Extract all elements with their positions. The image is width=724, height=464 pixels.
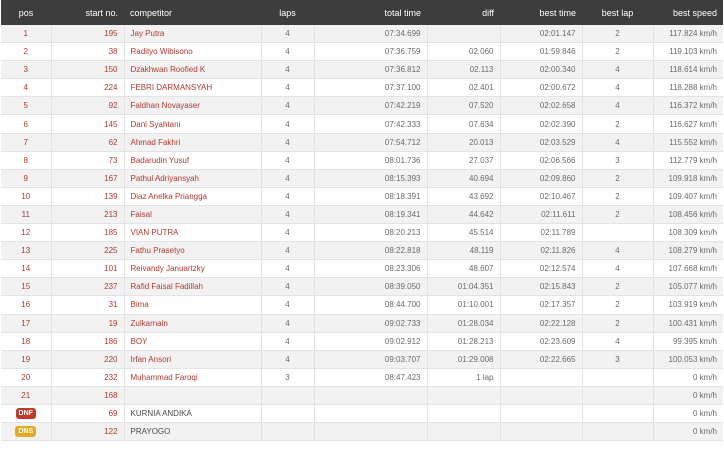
header-row [1,0,723,25]
cell-laps: 4 [261,187,314,205]
cell-best-lap: 2 [582,205,653,223]
header-pos[interactable]: pos [1,0,51,25]
cell-best-lap: 4 [582,133,653,151]
cell-diff [427,386,500,404]
table-row[interactable] [1,205,723,223]
cell-best-lap [582,224,653,242]
cell-start-no: 122 [51,423,124,441]
cell-best-lap: 4 [582,97,653,115]
table-row[interactable] [1,368,723,386]
cell-best-lap: 2 [582,296,653,314]
cell-total-time: 08:01.736 [314,151,427,169]
cell-pos: 5 [1,97,51,115]
cell-competitor: Faldhan Novayaser [124,97,261,115]
cell-pos: 16 [1,296,51,314]
cell-start-no: 73 [51,151,124,169]
cell-best-lap: 3 [582,350,653,368]
cell-best-lap [582,386,653,404]
cell-best-speed: 103.919 km/h [653,296,723,314]
cell-best-time: 02:02.658 [500,97,582,115]
cell-diff: 1 lap [427,368,500,386]
cell-laps: 4 [261,332,314,350]
cell-best-lap: 2 [582,187,653,205]
cell-best-time [500,423,582,441]
cell-start-no: 92 [51,97,124,115]
cell-pos [1,404,51,422]
table-row[interactable] [1,79,723,97]
results-table [1,0,723,441]
cell-start-no: 19 [51,314,124,332]
cell-pos: 10 [1,187,51,205]
cell-best-lap: 2 [582,43,653,61]
cell-best-time: 02:01.147 [500,25,582,43]
cell-diff: 48.119 [427,242,500,260]
cell-diff: 02.401 [427,79,500,97]
cell-best-speed: 112.779 km/h [653,151,723,169]
cell-best-speed: 109.407 km/h [653,187,723,205]
cell-diff: 43.692 [427,187,500,205]
header-competitor[interactable]: competitor [124,0,261,25]
cell-total-time: 07:42.219 [314,97,427,115]
cell-laps: 4 [261,151,314,169]
cell-competitor: Irfan Ansori [124,350,261,368]
cell-start-no: 232 [51,368,124,386]
cell-total-time [314,386,427,404]
dns-status-badge: DNS [15,426,36,437]
cell-competitor: Fathu Prasetyo [124,242,261,260]
cell-competitor: VIAN PUTRA [124,224,261,242]
cell-competitor: BOY [124,332,261,350]
cell-best-speed: 118.288 km/h [653,79,723,97]
cell-pos: 19 [1,350,51,368]
cell-pos: 11 [1,205,51,223]
cell-pos: 13 [1,242,51,260]
header-best-time[interactable]: best time [500,0,582,25]
cell-laps: 4 [261,133,314,151]
cell-best-speed: 108.279 km/h [653,242,723,260]
cell-diff: 01:29.008 [427,350,500,368]
cell-best-time: 02:02.390 [500,115,582,133]
cell-diff [427,423,500,441]
cell-total-time: 08:22.818 [314,242,427,260]
cell-diff: 01:28.213 [427,332,500,350]
cell-competitor: Bima [124,296,261,314]
cell-diff: 01:04.351 [427,278,500,296]
cell-laps: 4 [261,278,314,296]
cell-start-no: 213 [51,205,124,223]
cell-competitor: Radityo Wibisono [124,43,261,61]
cell-start-no: 62 [51,133,124,151]
cell-total-time: 08:20.213 [314,224,427,242]
table-row[interactable] [1,61,723,79]
cell-total-time: 09:03.707 [314,350,427,368]
cell-start-no: 31 [51,296,124,314]
cell-best-lap: 4 [582,79,653,97]
cell-best-lap [582,368,653,386]
cell-best-speed: 116.372 km/h [653,97,723,115]
cell-pos: 17 [1,314,51,332]
cell-best-time: 02:22.665 [500,350,582,368]
cell-best-speed: 117.824 km/h [653,25,723,43]
table-row[interactable] [1,404,723,422]
cell-pos: 15 [1,278,51,296]
cell-pos: 20 [1,368,51,386]
cell-best-speed: 0 km/h [653,423,723,441]
cell-best-speed: 0 km/h [653,386,723,404]
cell-start-no: 195 [51,25,124,43]
cell-pos: 12 [1,224,51,242]
cell-laps: 4 [261,314,314,332]
cell-best-time: 02:15.843 [500,278,582,296]
cell-best-time: 02:11.789 [500,224,582,242]
cell-best-time: 02:12.574 [500,260,582,278]
cell-laps: 4 [261,169,314,187]
cell-diff: 01:10.001 [427,296,500,314]
cell-start-no: 168 [51,386,124,404]
cell-start-no: 224 [51,79,124,97]
cell-start-no: 220 [51,350,124,368]
cell-best-speed: 115.552 km/h [653,133,723,151]
cell-diff: 20.013 [427,133,500,151]
cell-pos: 18 [1,332,51,350]
cell-best-speed: 109.918 km/h [653,169,723,187]
cell-best-lap: 2 [582,278,653,296]
cell-competitor: PRAYOGO [124,423,261,441]
cell-best-speed: 108.309 km/h [653,224,723,242]
cell-best-lap [582,404,653,422]
table-row[interactable] [1,97,723,115]
table-row[interactable] [1,224,723,242]
table-row[interactable] [1,332,723,350]
header-diff[interactable]: diff [427,0,500,25]
dnf-status-badge: DNF [16,408,36,419]
cell-laps: 4 [261,43,314,61]
table-row[interactable] [1,386,723,404]
cell-pos: 1 [1,25,51,43]
cell-best-time: 02:03.529 [500,133,582,151]
cell-total-time: 07:36.812 [314,61,427,79]
cell-laps: 4 [261,224,314,242]
cell-total-time: 09:02.733 [314,314,427,332]
cell-diff: 45.514 [427,224,500,242]
cell-laps: 4 [261,115,314,133]
cell-total-time: 08:18.391 [314,187,427,205]
cell-best-time [500,368,582,386]
results-body [1,25,723,441]
cell-best-speed: 99.395 km/h [653,332,723,350]
cell-best-time: 02:11.611 [500,205,582,223]
cell-start-no: 167 [51,169,124,187]
table-row[interactable] [1,296,723,314]
cell-laps [261,423,314,441]
cell-best-speed: 0 km/h [653,404,723,422]
cell-total-time: 07:37.100 [314,79,427,97]
cell-laps: 4 [261,79,314,97]
cell-best-speed: 118.614 km/h [653,61,723,79]
cell-competitor: Reivandy Januartzky [124,260,261,278]
cell-best-speed: 116.627 km/h [653,115,723,133]
cell-pos: 14 [1,260,51,278]
cell-best-time: 02:10.467 [500,187,582,205]
cell-start-no: 101 [51,260,124,278]
table-row[interactable] [1,242,723,260]
cell-laps: 4 [261,97,314,115]
cell-laps: 4 [261,205,314,223]
cell-competitor: Dzakhwan Roofied K [124,61,261,79]
cell-start-no: 69 [51,404,124,422]
cell-pos [1,423,51,441]
cell-total-time: 07:42.333 [314,115,427,133]
cell-best-speed: 100.431 km/h [653,314,723,332]
cell-competitor: Faisal [124,205,261,223]
cell-laps: 4 [261,296,314,314]
cell-pos: 8 [1,151,51,169]
cell-start-no: 145 [51,115,124,133]
cell-diff [427,404,500,422]
cell-total-time [314,404,427,422]
cell-competitor: Jay Putra [124,25,261,43]
cell-start-no: 186 [51,332,124,350]
cell-total-time [314,423,427,441]
cell-start-no: 139 [51,187,124,205]
cell-pos: 21 [1,386,51,404]
cell-laps: 4 [261,260,314,278]
cell-total-time: 07:36.759 [314,43,427,61]
cell-laps: 3 [261,368,314,386]
cell-best-time [500,404,582,422]
cell-best-time: 02:06.566 [500,151,582,169]
cell-laps: 4 [261,242,314,260]
cell-total-time: 07:34.699 [314,25,427,43]
cell-total-time: 08:15.393 [314,169,427,187]
cell-best-speed: 0 km/h [653,368,723,386]
cell-competitor: Diaz Anelka Priangga [124,187,261,205]
cell-best-time: 02:22.128 [500,314,582,332]
cell-best-lap: 2 [582,115,653,133]
cell-diff: 02.113 [427,61,500,79]
cell-best-lap: 2 [582,25,653,43]
table-row[interactable] [1,25,723,43]
cell-start-no: 185 [51,224,124,242]
cell-start-no: 225 [51,242,124,260]
cell-laps: 4 [261,350,314,368]
cell-diff: 01:28.034 [427,314,500,332]
table-row[interactable] [1,115,723,133]
cell-diff: 40.694 [427,169,500,187]
cell-diff [427,25,500,43]
cell-pos: 3 [1,61,51,79]
table-row[interactable] [1,169,723,187]
cell-competitor: Zulkarnain [124,314,261,332]
table-row[interactable] [1,151,723,169]
cell-best-lap: 4 [582,260,653,278]
cell-best-lap: 4 [582,61,653,79]
cell-competitor: Muhammad Faroqi [124,368,261,386]
cell-best-speed: 108.456 km/h [653,205,723,223]
header-best-lap[interactable]: best lap [582,0,653,25]
table-row[interactable] [1,187,723,205]
cell-competitor: Dani Syahtani [124,115,261,133]
cell-laps: 4 [261,61,314,79]
header-total-time[interactable]: total time [314,0,427,25]
cell-total-time: 07:54.712 [314,133,427,151]
header-best-speed[interactable]: best speed [653,0,723,25]
cell-best-lap: 4 [582,332,653,350]
cell-best-time: 02:11.826 [500,242,582,260]
cell-competitor [124,386,261,404]
table-row[interactable] [1,260,723,278]
cell-diff: 48.607 [427,260,500,278]
table-row[interactable] [1,43,723,61]
cell-diff: 44.642 [427,205,500,223]
cell-laps [261,404,314,422]
cell-diff: 02.060 [427,43,500,61]
cell-start-no: 150 [51,61,124,79]
cell-laps [261,386,314,404]
cell-competitor: FEBRI DARMANSYAH [124,79,261,97]
cell-best-time: 01:59.846 [500,43,582,61]
header-start-no[interactable]: start no. [51,0,124,25]
cell-best-lap: 3 [582,151,653,169]
cell-total-time: 09:02.912 [314,332,427,350]
cell-best-speed: 119.103 km/h [653,43,723,61]
table-row[interactable] [1,423,723,441]
table-row[interactable] [1,314,723,332]
cell-best-time: 02:00.340 [500,61,582,79]
cell-total-time: 08:39.050 [314,278,427,296]
cell-total-time: 08:47.423 [314,368,427,386]
cell-best-lap: 2 [582,314,653,332]
cell-start-no: 237 [51,278,124,296]
cell-competitor: Rafid Faisal Fadillah [124,278,261,296]
cell-pos: 7 [1,133,51,151]
cell-diff: 07.520 [427,97,500,115]
cell-total-time: 08:44.700 [314,296,427,314]
cell-competitor: Pathul Adriyansyah [124,169,261,187]
cell-laps: 4 [261,25,314,43]
cell-total-time: 08:19.341 [314,205,427,223]
cell-pos: 4 [1,79,51,97]
cell-competitor: Ahmad Fakhri [124,133,261,151]
cell-competitor: KURNIA ANDIKA [124,404,261,422]
cell-pos: 2 [1,43,51,61]
cell-best-time: 02:00.672 [500,79,582,97]
cell-best-lap: 2 [582,169,653,187]
cell-start-no: 38 [51,43,124,61]
cell-best-lap [582,423,653,441]
header-laps[interactable]: laps [261,0,314,25]
cell-pos: 9 [1,169,51,187]
cell-competitor: Badarudin Yusuf [124,151,261,169]
cell-best-speed: 107.668 km/h [653,260,723,278]
cell-diff: 27.037 [427,151,500,169]
table-row[interactable] [1,350,723,368]
table-row[interactable] [1,278,723,296]
cell-best-time [500,386,582,404]
cell-pos: 6 [1,115,51,133]
cell-best-speed: 105.077 km/h [653,278,723,296]
cell-diff: 07.634 [427,115,500,133]
table-row[interactable] [1,133,723,151]
cell-best-time: 02:09.860 [500,169,582,187]
cell-best-time: 02:17.357 [500,296,582,314]
cell-total-time: 08:23.306 [314,260,427,278]
cell-best-speed: 100.053 km/h [653,350,723,368]
cell-best-time: 02:23.609 [500,332,582,350]
cell-best-lap: 4 [582,242,653,260]
